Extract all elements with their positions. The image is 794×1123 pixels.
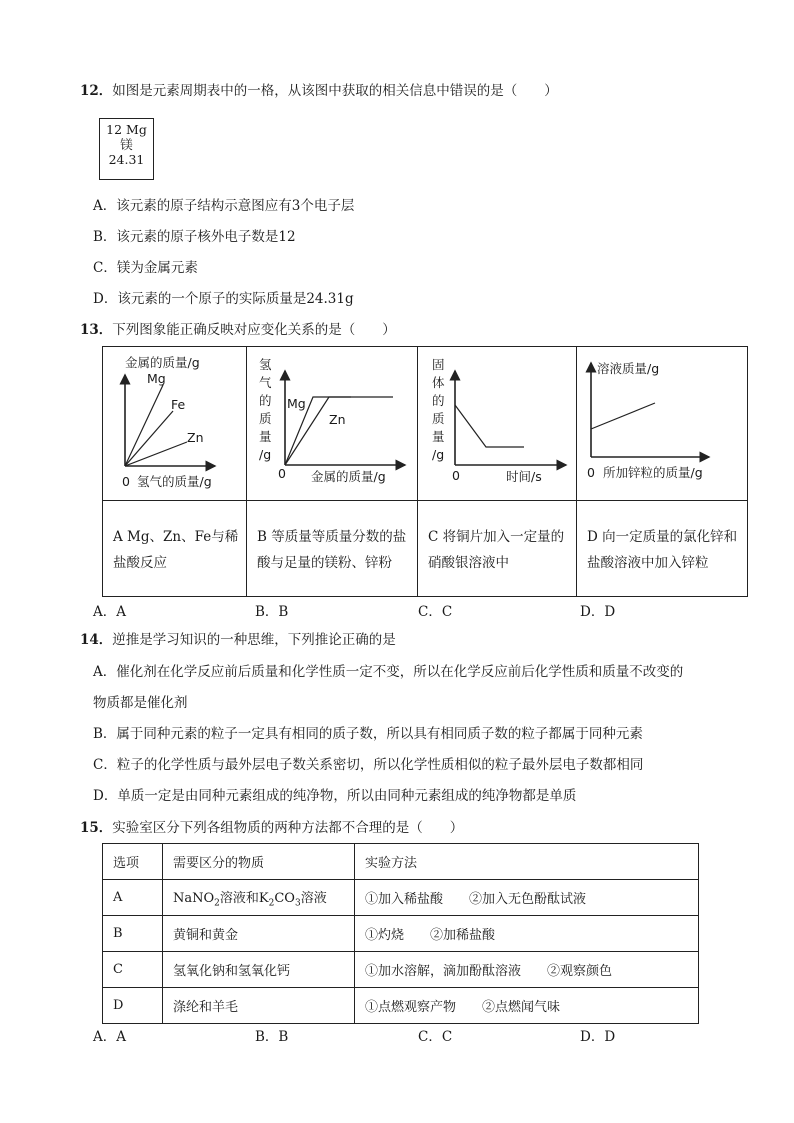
q13-answer-d[interactable]: D．D (580, 604, 616, 620)
q15-row-d-substance: 涤纶和羊毛 (163, 988, 355, 1024)
q15-row-d-method-1: ①点燃观察产物 (365, 1000, 457, 1015)
q15-answer-d[interactable]: D．D (580, 1029, 616, 1045)
chart-b-ylabel-6: /g (259, 447, 272, 462)
q14-option-a-cont: 物质都是催化剂 (93, 695, 188, 711)
q15-row-b-substance: 黄铜和黄金 (163, 916, 355, 952)
chart-b-xlabel: 金属的质量/g (311, 469, 386, 484)
chart-a-label-mg: Mg (147, 371, 166, 386)
q13-number: 13． (80, 322, 113, 338)
q15-row-b-method-2: ②加稀盐酸 (430, 928, 496, 943)
q13-answer-b[interactable]: B．B (255, 604, 289, 620)
q15-header-option: 选项 (103, 844, 163, 880)
chart-a-ylabel: 金属的质量/g (125, 355, 200, 370)
q15-row-a-substance: NaNO$_2$溶液和$K_2CO_3$溶液 (163, 880, 355, 916)
q15-table (102, 843, 699, 1024)
q13-answer-a[interactable]: A．A (93, 604, 126, 620)
chart-c-ylabel-3: 的 (432, 393, 445, 408)
chart-c-ylabel-6: /g (432, 447, 445, 462)
q12-stem (80, 82, 558, 100)
q15-header-method: 实验方法 (355, 844, 699, 880)
q14-option-b[interactable]: B．属于同种元素的粒子一定具有相同的质子数，所以具有相同质子数的粒子都属于同种元素 (93, 726, 643, 742)
q14-number: 14． (80, 632, 113, 648)
q15-answer-b[interactable]: B．B (255, 1029, 289, 1045)
chart-c-origin: 0 (452, 468, 460, 483)
chart-a-label-fe: Fe (171, 397, 186, 412)
q12-option-c[interactable]: C．镁为金属元素 (93, 260, 198, 276)
chart-d-origin: 0 (587, 465, 595, 480)
table-row (103, 988, 699, 1024)
q15-row-c-method-2: ②观察颜色 (547, 964, 613, 979)
chart-c-ylabel-2: 体 (432, 375, 445, 390)
chart-a-caption: A Mg、Zn、Fe与稀盐酸反应 (103, 501, 247, 597)
chart-d-cell (577, 347, 748, 501)
chart-d-ylabel: 溶液质量/g (597, 361, 660, 376)
q15-row-a-option: A (103, 880, 163, 916)
chart-c-ylabel-1: 固 (432, 357, 445, 372)
chart-a (103, 347, 246, 496)
table-row (103, 916, 699, 952)
q14-stem-text: 逆推是学习知识的一种思维，下列推论正确的是 (112, 632, 396, 648)
chart-c-ylabel-4: 质 (432, 411, 445, 426)
chart-b-ylabel-5: 量 (259, 429, 272, 444)
q15-row-c-methods (355, 952, 699, 988)
q15-answer-a[interactable]: A．A (93, 1029, 126, 1045)
q15-row-a-method-1: ①加入稀盐酸 (365, 892, 444, 907)
table-row (103, 952, 699, 988)
chart-b-cell (247, 347, 418, 501)
q15-row-d-method-2: ②点燃闻气味 (482, 1000, 561, 1015)
chart-b-caption: B 等质量等质量分数的盐酸与足量的镁粉、锌粉 (247, 501, 418, 597)
q13-stem-text: 下列图象能正确反映对应变化关系的是（ ） (112, 322, 396, 338)
chart-c-caption: C 将铜片加入一定量的硝酸银溶液中 (418, 501, 577, 597)
chart-b-label-zn: Zn (329, 412, 346, 427)
chart-c (418, 347, 576, 496)
q15-row-b-methods (355, 916, 699, 952)
chart-d-line (591, 403, 655, 429)
q12-stem-text: 如图是元素周期表中的一格，从该图中获取的相关信息中错误的是（ ） (112, 83, 558, 99)
q14-option-a[interactable]: A．催化剂在化学反应前后质量和化学性质一定不变，所以在化学反应前后化学性质和质量不改变的 (93, 664, 684, 680)
chart-b-ylabel-2: 气 (259, 375, 272, 390)
chart-d-caption: D 向一定质量的氯化锌和盐酸溶液中加入锌粒 (577, 501, 748, 597)
chart-a-cell (103, 347, 247, 501)
q13-stem (80, 321, 396, 339)
q15-row-a-methods (355, 880, 699, 916)
element-symbol: Mg (126, 122, 147, 137)
chart-c-cell (418, 347, 577, 501)
q15-row-c-substance: 氢氧化钠和氢氧化钙 (163, 952, 355, 988)
chart-c-ylabel-5: 量 (432, 429, 445, 444)
q13-answer-options (93, 600, 693, 618)
q15-row-a-method-2: ②加入无色酚酞试液 (469, 892, 587, 907)
chart-b-ylabel-1: 氢 (259, 357, 272, 372)
q15-answer-options (93, 1025, 693, 1043)
chart-d-xlabel: 所加锌粒的质量/g (603, 465, 703, 480)
q15-row-c-option: C (103, 952, 163, 988)
q13-answer-c[interactable]: C．C (418, 604, 453, 620)
atomic-number: 12 (106, 122, 123, 137)
chart-b-origin: 0 (278, 466, 286, 481)
atomic-mass: 24.31 (108, 152, 145, 167)
q12-option-a[interactable]: A．该元素的原子结构示意图应有3个电子层 (93, 198, 355, 214)
chart-a-label-zn: Zn (187, 430, 204, 445)
chart-a-origin: 0 (122, 474, 130, 489)
q12-option-d[interactable]: D．该元素的一个原子的实际质量是24.31g (93, 291, 354, 307)
q15-row-d-option: D (103, 988, 163, 1024)
chart-d (577, 347, 747, 496)
q14-option-d[interactable]: D．单质一定是由同种元素组成的纯净物，所以由同种元素组成的纯净物都是单质 (93, 788, 577, 804)
q15-row-d-methods (355, 988, 699, 1024)
q15-row-b-option: B (103, 916, 163, 952)
element-name: 镁 (120, 137, 133, 152)
q15-number: 15． (80, 820, 113, 836)
q14-option-c[interactable]: C．粒子的化学性质与最外层电子数关系密切，所以化学性质相似的粒子最外层电子数都相同 (93, 757, 644, 773)
chart-b-ylabel-4: 质 (259, 411, 272, 426)
q13-chart-table (102, 346, 748, 597)
periodic-cell-top (100, 122, 153, 137)
q15-row-b-method-1: ①灼烧 (365, 928, 405, 943)
chart-a-line-fe (125, 411, 173, 466)
q15-header-substance: 需要区分的物质 (163, 844, 355, 880)
q12-number: 12． (80, 83, 113, 99)
periodic-table-cell (99, 118, 154, 180)
chart-b (247, 347, 417, 496)
q15-stem-text: 实验室区分下列各组物质的两种方法都不合理的是（ ） (112, 820, 464, 836)
table-row (103, 880, 699, 916)
chart-c-xlabel: 时间/s (506, 469, 542, 484)
chart-b-label-mg: Mg (287, 396, 306, 411)
q15-stem (80, 819, 463, 837)
chart-b-ylabel-3: 的 (259, 393, 272, 408)
q15-row-c-method-1: ①加水溶解，滴加酚酞溶液 (365, 964, 522, 979)
q14-stem (80, 631, 396, 649)
q12-option-b[interactable]: B．该元素的原子核外电子数是12 (93, 229, 296, 245)
chart-a-xlabel: 氢气的质量/g (137, 474, 212, 489)
chart-c-line (455, 405, 524, 447)
q15-answer-c[interactable]: C．C (418, 1029, 453, 1045)
